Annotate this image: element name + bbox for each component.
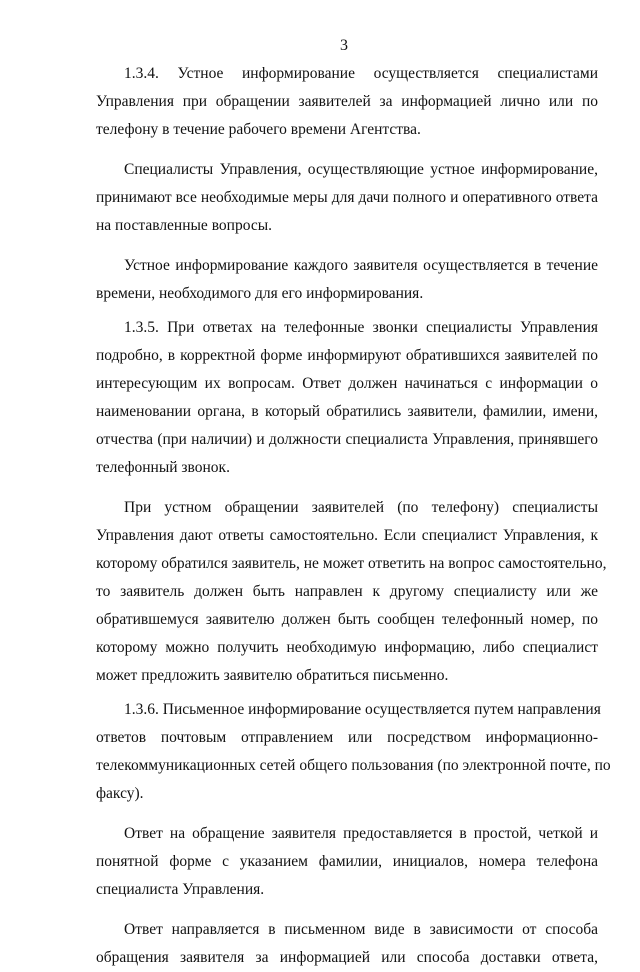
text-line: подробно, в корректной форме информируют обратившихся заявителей по [96, 347, 598, 364]
paragraph [96, 494, 607, 690]
text-line: Управления дают ответы самостоятельно. Если специалист Управления, к [96, 527, 598, 544]
paragraph [96, 156, 598, 240]
text-line: Специалисты Управления, осуществляющие устное информирование, [124, 161, 598, 178]
text-line: телефону в течение рабочего времени Агентства. [96, 121, 421, 138]
text-line: 1.3.6. Письменное информирование осуществляется путем направления [124, 701, 601, 718]
text-line: обратившемуся заявителю должен быть сообщен телефонный номер, по [96, 611, 598, 628]
text-line: специалиста Управления. [96, 881, 265, 898]
text-line: принимают все необходимые меры для дачи полного и оперативного ответа [96, 189, 598, 206]
text-line: наименовании органа, в который обратились заявители, фамилии, имени, [96, 403, 598, 420]
text-line: ответов почтовым отправлением или посредством информационно- [96, 729, 598, 746]
text-line: обращения заявителя за информацией или способа доставки ответа, [96, 949, 598, 966]
paragraph [96, 916, 598, 972]
paragraph [96, 60, 598, 144]
text-line: телефонный звонок. [96, 459, 230, 476]
text-line: интересующим их вопросам. Ответ должен начинаться с информации о [96, 375, 598, 392]
text-line: может предложить заявителю обратиться письменно. [96, 667, 449, 684]
text-line: времени, необходимого для его информирования. [96, 285, 424, 302]
text-line: понятной форме с указанием фамилии, инициалов, номера телефона [96, 853, 598, 870]
paragraph [96, 314, 598, 482]
text-line: отчества (при наличии) и должности специалиста Управления, принявшего [96, 431, 598, 448]
text-line: При устном обращении заявителей (по телефону) специалисты [124, 499, 598, 516]
text-line: Устное информирование каждого заявителя осуществляется в течение [124, 257, 598, 274]
text-line: которому обратился заявитель, не может ответить на вопрос самостоятельно, [96, 555, 607, 572]
text-line: факсу). [96, 785, 144, 802]
text-line: на поставленные вопросы. [96, 217, 273, 234]
text-line: телекоммуникационных сетей общего пользования (по электронной почте, по [96, 757, 611, 774]
text-line: 1.3.5. При ответах на телефонные звонки специалисты Управления [124, 319, 598, 336]
paragraph [96, 252, 598, 308]
paragraph [96, 696, 611, 808]
text-line: 1.3.4. Устное информирование осуществляется специалистами [124, 65, 598, 82]
text-line: Управления при обращении заявителей за информацией лично или по [96, 93, 598, 110]
text-line: Ответ на обращение заявителя предоставляется в простой, четкой и [124, 825, 598, 842]
text-line: то заявитель должен быть направлен к другому специалисту или же [96, 583, 598, 600]
text-line: которому можно получить необходимую информацию, либо специалист [96, 639, 598, 656]
paragraph [96, 820, 598, 904]
page-number: 3 [340, 37, 348, 54]
text-line: Ответ направляется в письменном виде в зависимости от способа [124, 921, 598, 938]
document-body [96, 60, 611, 972]
